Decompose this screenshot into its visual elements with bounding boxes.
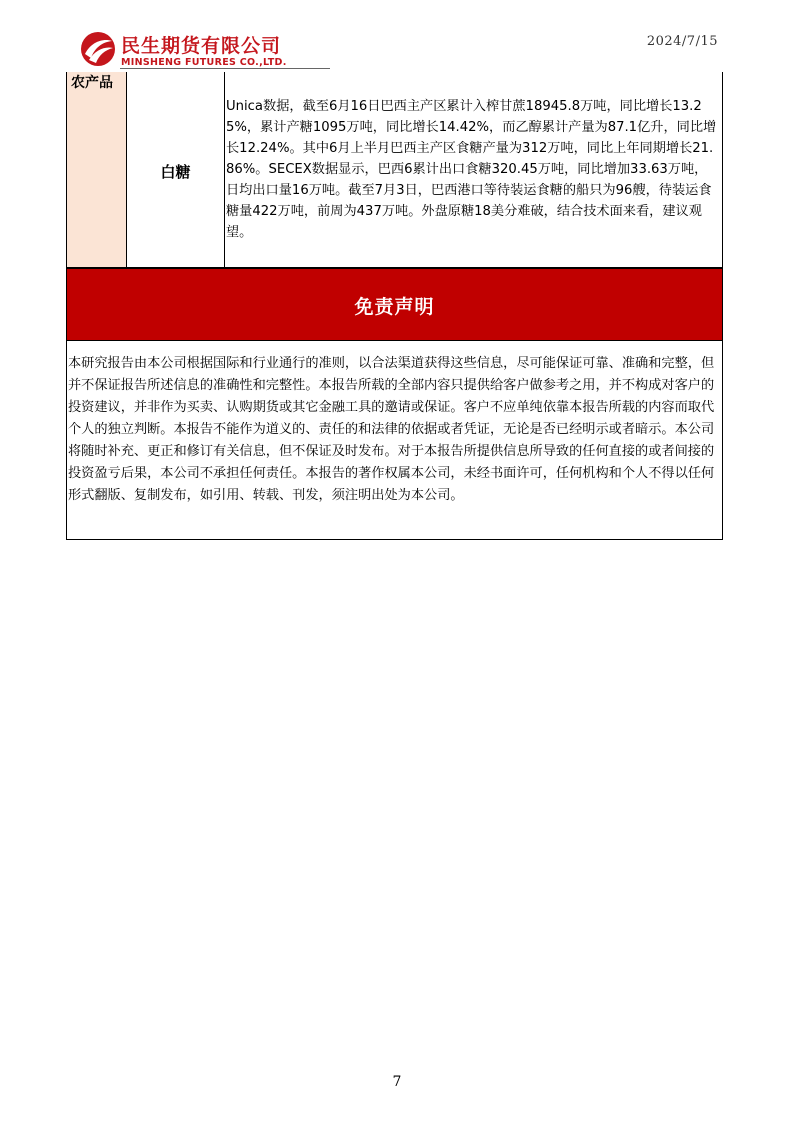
analysis-cell: [225, 72, 722, 267]
disclaimer-header: [66, 268, 723, 341]
minsheng-logo-icon: [79, 30, 117, 68]
report-date: 2024/7/15: [646, 34, 718, 49]
report-table-row: [66, 72, 723, 268]
disclaimer-text: 本研究报告由本公司根据国际和行业通行的准则，以合法渠道获得这些信息，尽可能保证可靠、准确和完整，但并不保证报告所述信息的准确性和完整性。本报告所载的全部内容只提供给客户做参考之用，并不构成对客户的投资建议，并非作为买卖、认购期货或其它金融工具的邀请或保证。客户不应单纯依靠本报告所载的内容而取代个人的独立判断。本报告不能作为道义的、责任的和法律的依据或者凭证，无论是否已经明示或者暗示。本公司将随时补充、更正和修订有关信息，但不保证及时发布。对于本报告所提供信息所导致的任何直接的或者间接的投资盈亏后果，本公司不承担任何责任。本报告的著作权属本公司，未经书面许可，任何机构和个人不得以任何形式翻版、复制发布，如引用、转载、刊发，须注明出处为本公司。: [68, 356, 715, 503]
company-logo: [79, 30, 314, 72]
product-label: 白糖: [160, 163, 191, 181]
company-name-en: MINSHENG FUTURES CO.,LTD.: [121, 57, 287, 68]
analysis-text: Unica数据，截至6月16日巴西主产区累计入榨甘蔗18945.8万吨，同比增长13.25%，累计产糖1095万吨，同比增长14.42%，而乙醇累计产量为87.1亿升，同比增长12.24%。其中6月上半月巴西主产区食糖产量为312万吨，同比上年同期增长21.86%。SECEX数据显示，巴西6累计出口食糖320.45万吨，同比增加33.63万吨，日均出口量16万吨。截至7月3日，巴西港口等待装运食糖的船只为96艘，待装运食糖量422万吨，前周为437万吨。外盘原糖18美分难破，结合技术面来看，建议观望。: [226, 99, 717, 240]
header-divider: [120, 68, 330, 69]
sector-label: 农产品: [71, 75, 113, 91]
disclaimer-title: 免责声明: [354, 296, 435, 318]
sector-cell: [67, 72, 127, 267]
product-cell: [127, 72, 225, 267]
company-name-cn: 民生期货有限公司: [121, 35, 282, 57]
page-number: 7: [392, 1074, 402, 1090]
disclaimer-body: [66, 341, 723, 540]
page-header: [0, 0, 794, 72]
